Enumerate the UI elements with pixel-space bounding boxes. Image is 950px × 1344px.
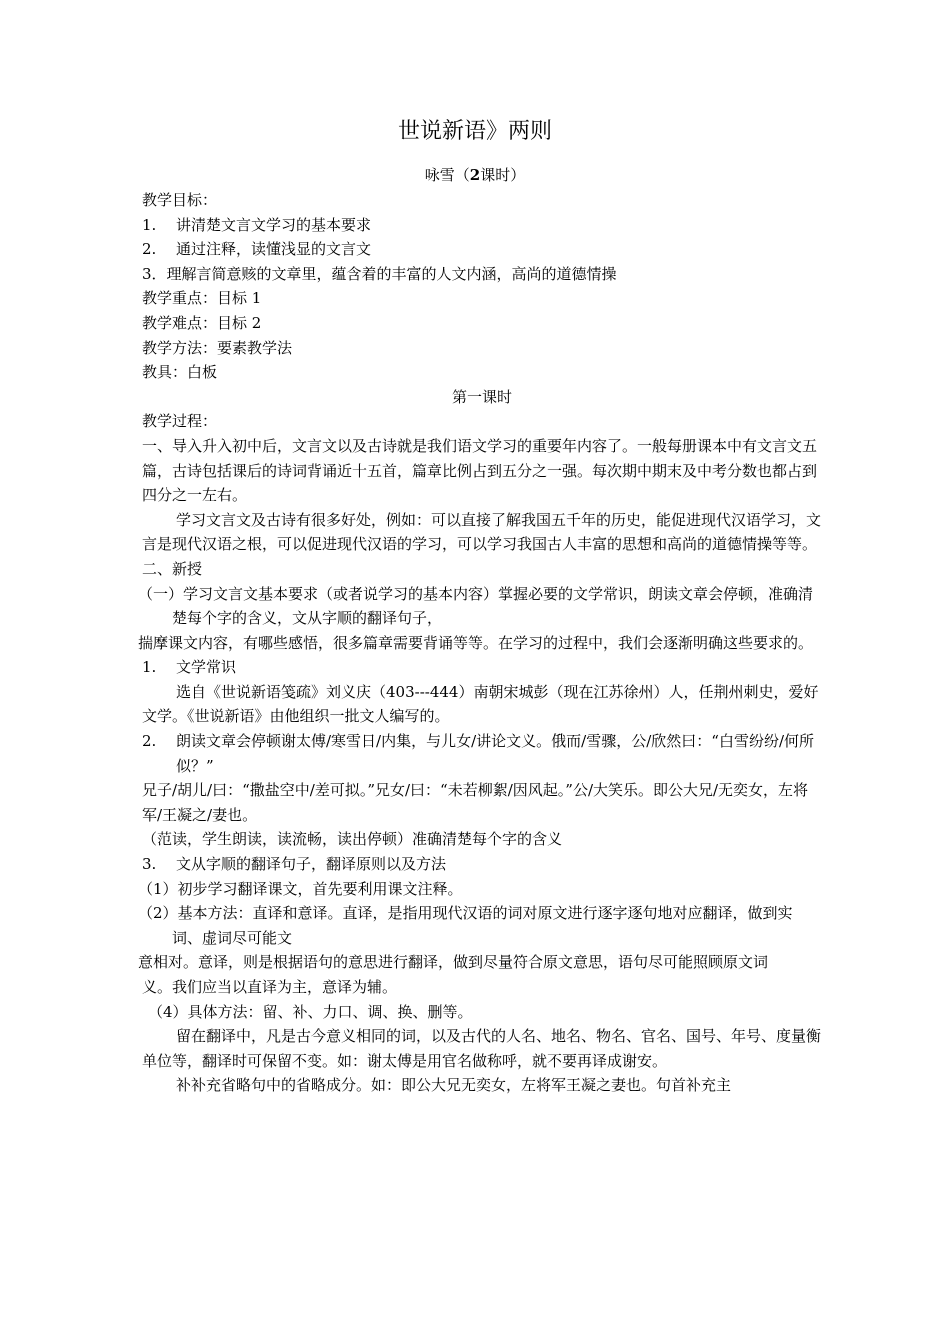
paragraph [142, 852, 822, 877]
paragraph: 教学过程： [142, 412, 218, 431]
paragraph: 教具：白板 [142, 363, 218, 382]
list-item-text: 讲清楚文言文学习的基本要求 [176, 215, 372, 234]
paragraph [142, 213, 822, 238]
list-item-text: 通过注释，读懂浅显的文言文 [176, 240, 372, 259]
paragraph: 义。我们应当以直译为主，意译为辅。 [142, 978, 398, 996]
list-number: 2. [142, 240, 157, 259]
paragraph: 意相对。意译，则是根据语句的意思进行翻译，做到尽量符合原文意思，语句尽可能照顾原文词 [138, 953, 769, 972]
list-number: 3. [142, 855, 157, 874]
list-number: 2. [142, 732, 157, 751]
paragraph: 兄子/胡儿/曰：“撒盐空中/差可拟。”兄女/曰：“未若柳絮/因风起。”公/大笑乐。即公大兄/无奕女，左将军/王凝之/妻也。 [142, 781, 809, 824]
paragraph [142, 655, 822, 680]
paragraph: （2）基本方法：直译和意译。直译，是指用现代汉语的词对原文进行逐字逐句地对应翻译，做到实词、虚词尽可能文 [138, 904, 793, 947]
paragraph: 教学目标： [142, 191, 218, 209]
paragraph: 第一课时 [451, 387, 512, 406]
paragraph: 补补充省略句中的省略成分。如：即公大兄无奕女，左将军王凝之妻也。句首补充主 [176, 1076, 732, 1095]
paragraph: 3．理解言简意赅的文章里，蕴含着的丰富的人文内涵，高尚的道德情操 [142, 264, 617, 283]
paragraph: 教学难点：目标 2 [142, 313, 262, 332]
paragraph: 教学方法：要素教学法 [142, 338, 293, 357]
paragraph: 学习文言文及古诗有很多好处，例如：可以直接了解我国五千年的历史，能促进现代汉语学习，文言是现代汉语之根，可以促进现代汉语的学习，可以学习我国古人丰富的思想和高尚的道德情操等等。 [142, 510, 822, 554]
list-number: 1. [142, 658, 157, 677]
subtitle-post: 课时） [480, 166, 526, 184]
list-number: 1. [142, 215, 157, 234]
paragraph: （4）具体方法：留、补、力口、调、换、删等。 [148, 1002, 473, 1021]
paragraph: （一）学习文言文基本要求（或者说学习的基本内容）掌握必要的文学常识，朗读文章会停顿，准确清楚每个字的含义，文从字顺的翻译句子， [138, 584, 814, 628]
list-item-text: 文学常识 [176, 658, 237, 677]
list-item-text: 文从字顺的翻译句子，翻译原则以及方法 [176, 855, 447, 874]
paragraph [142, 237, 822, 262]
paragraph: 留在翻译中，凡是古今意义相同的词，以及古代的人名、地名、物名、官名、国号、年号、度量衡单位等，翻译时可保留不变。如：谢太傅是用官名做称呼，就不要再译成谢安。 [142, 1027, 822, 1070]
paragraph [142, 729, 822, 778]
paragraph: 一、导入升入初中后，文言文以及古诗就是我们语文学习的重要年内容了。一般每册课本中有文言文五篇，古诗包括课后的诗词背诵近十五首，篇章比例占到五分之一强。每次期中期末及中考分数也都占到四分之一左右。 [142, 436, 818, 505]
document-subtitle [0, 164, 950, 186]
paragraph: 二、新授 [142, 559, 203, 578]
document-title: 世说新语》两则 [397, 119, 552, 144]
paragraph: （范读，学生朗读，读流畅，读出停顿）准确清楚每个字的含义 [142, 830, 563, 849]
paragraph: 教学重点：目标 1 [142, 289, 262, 308]
subtitle-pre: 咏雪（ [424, 166, 470, 184]
paragraph: （1）初步学习翻译课文，首先要利用课文注释。 [138, 879, 463, 898]
document-body [138, 188, 822, 1098]
paragraph: 选自《世说新语笺疏》刘义庆（403---444）南朝宋城彭（现在江苏徐州）人，任荆州刺史，爱好文学。《世说新语》由他组织一批文人编写的。 [142, 682, 819, 726]
list-item-text: 朗读文章会停顿谢太傅/寒雪日/内集，与儿女/讲论文义。俄而/雪骤，公/欣然曰：“白雪纷纷/何所似？” [176, 732, 814, 775]
subtitle-lesson-count: 2 [469, 166, 481, 184]
paragraph: 揣摩课文内容，有哪些感悟，很多篇章需要背诵等等。在学习的过程中，我们会逐渐明确这些要求的。 [138, 633, 814, 652]
